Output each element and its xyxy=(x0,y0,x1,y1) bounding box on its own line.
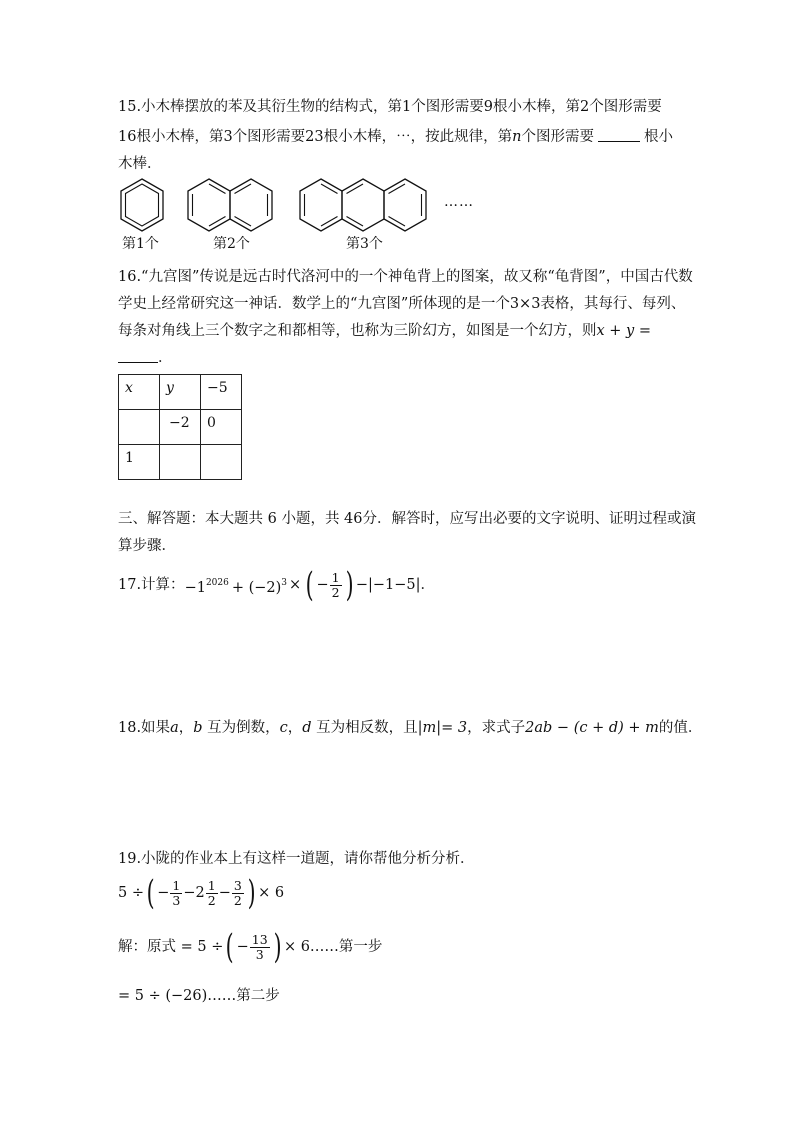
q16-line-1: 16.“九宫图”传说是远古时代洛河中的一个神龟背上的图案，故又称“龟背图”，中国古代数 xyxy=(118,269,693,285)
table-row xyxy=(119,410,242,445)
q17-line: 17.计算： $-1^{2026}$ + $(-2)^3$ × ( − $\frac{1}{2}$ ) −|−1−5|． xyxy=(118,565,435,605)
table-cell: x xyxy=(119,375,160,410)
q17-term-2: + $(-2)^3$ xyxy=(231,577,288,596)
table-cell xyxy=(119,410,160,445)
q16-line-3: 每条对角线上三个数字之和都相等，也称为三阶幻方，如图是一个幻方，则x + y = xyxy=(118,323,651,339)
q16-line-2: 学史上经常研究这一神话．数学上的“九宫图”所体现的是一个3×3表格，其每行、每列、 xyxy=(118,296,686,312)
fraction: $\frac{1}{2}$ xyxy=(331,569,340,600)
table-row xyxy=(119,445,242,480)
var-n: n xyxy=(512,129,522,145)
answer-blank-15 xyxy=(598,127,640,142)
anthracene-figure-3 xyxy=(297,177,435,233)
q19-solution-step-2: = 5 ÷ (−26)……第二步 xyxy=(118,988,280,1004)
section3-heading-line-2: 算步骤． xyxy=(118,538,176,554)
q19-line-1: 19.小陇的作业本上有这样一道题，请你帮他分析分析． xyxy=(118,851,475,867)
section3-heading-line-1: 三、解答题：本大题共 6 小题，共 46分．解答时，应写出必要的文字说明、证明过程或演 xyxy=(118,511,696,527)
table-cell: 1 xyxy=(119,445,160,480)
table-cell: y xyxy=(160,375,201,410)
figure-label-3: 第3个 xyxy=(346,236,383,252)
table-cell xyxy=(160,445,201,480)
q15-line-1: 15.小木棒摆放的苯及其衍生物的结构式，第1个图形需要9根小木棒，第2个图形需要 xyxy=(118,99,662,115)
q19-solution-step-1: 解：原式 = 5 ÷ ( − $\frac{13}{3}$ ) × 6……第一步 xyxy=(118,927,383,967)
fraction: $\frac{1}{3}$ xyxy=(172,877,181,908)
q18-expression: 2ab − (c + d) + m xyxy=(525,720,659,736)
fraction: $\frac{1}{2}$ xyxy=(207,877,216,908)
table-cell: 0 xyxy=(201,410,242,445)
figure-label-1: 第1个 xyxy=(122,236,159,252)
table-cell xyxy=(201,445,242,480)
ellipsis: …… xyxy=(444,194,474,210)
q15-line-3: 木棒． xyxy=(118,156,162,172)
q16-line-4: ． xyxy=(118,348,173,368)
magic-square-table xyxy=(118,374,242,480)
answer-blank-16 xyxy=(118,348,158,363)
table-row xyxy=(119,375,242,410)
q17-term-1: $-1^{2026}$ xyxy=(184,577,229,596)
table-cell: −5 xyxy=(201,375,242,410)
fraction: $\frac{3}{2}$ xyxy=(233,877,242,908)
q15-line-2: 16根小木棒，第3个图形需要23根小木棒，⋯，按此规律，第n个图形需要 根小 xyxy=(118,129,673,145)
q18-line: 18.如果a，b 互为倒数，c，d 互为相反数，且|m|= 3，求式子2ab − (c + d) + m的值． xyxy=(118,720,703,736)
benzene-figure-1 xyxy=(118,177,166,233)
fraction: $\frac{13}{3}$ xyxy=(251,931,268,962)
q19-expression: 5 ÷ ( − $\frac{1}{3}$ − 2 $\frac{1}{2}$ − $\frac{3}{2}$ ) × 6 xyxy=(118,873,285,913)
table-cell: −2 xyxy=(160,410,201,445)
naphthalene-figure-2 xyxy=(185,177,279,233)
abs-m-condition: |m|= 3 xyxy=(417,720,468,736)
figure-label-2: 第2个 xyxy=(213,236,250,252)
sum-expression: x + y = xyxy=(596,323,651,339)
